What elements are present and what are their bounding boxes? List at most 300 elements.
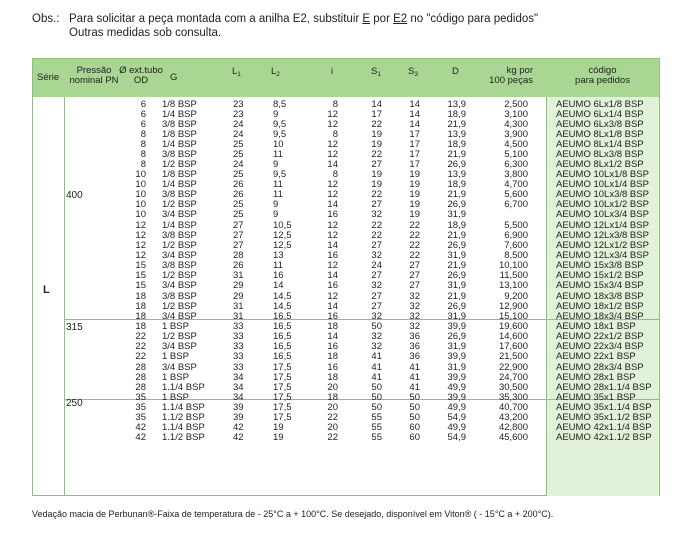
- cell-d: 39,9: [447, 351, 466, 362]
- cell-code: AEUMO 10Lx1/4 BSP: [556, 179, 649, 191]
- cell-l1: 39: [233, 412, 244, 424]
- cell-kg: 14,600: [498, 330, 528, 342]
- cell-d: 18,9: [447, 139, 466, 151]
- cell-od: 15: [135, 259, 146, 271]
- cell-kg: 7,600: [504, 239, 528, 251]
- pressure-group-label: 250: [66, 398, 83, 410]
- cell-kg: 8,500: [504, 249, 528, 261]
- cell-l1: 34: [233, 372, 244, 384]
- cell-l2: 17,5: [273, 372, 292, 384]
- cell-kg: 6,900: [504, 229, 528, 241]
- header-codigo-2: para pedidos: [575, 75, 630, 86]
- cell-od: 35: [135, 392, 146, 404]
- cell-g: 1.1/2 BSP: [162, 412, 205, 424]
- cell-d: 54,9: [447, 432, 466, 444]
- cell-i: 12: [327, 219, 338, 231]
- cell-od: 12: [135, 249, 146, 261]
- obs-label: Obs.:: [32, 13, 60, 25]
- cell-s1: 14: [371, 99, 382, 110]
- cell-l1: 34: [233, 382, 244, 394]
- cell-l1: 31: [233, 300, 244, 312]
- cell-od: 15: [135, 279, 146, 291]
- cell-l2: 11: [273, 179, 283, 191]
- cell-od: 12: [135, 219, 146, 231]
- cell-code: AEUMO 12Lx1/2 BSP: [556, 239, 649, 251]
- cell-s3: 41: [409, 372, 420, 384]
- cell-s1: 19: [371, 139, 382, 151]
- cell-s3: 36: [409, 351, 420, 362]
- cell-d: 18,9: [447, 179, 466, 191]
- cell-i: 20: [327, 402, 338, 414]
- cell-l2: 13: [273, 249, 284, 261]
- cell-s1: 41: [371, 362, 382, 373]
- cell-kg: 5,100: [504, 149, 528, 161]
- cell-s1: 27: [371, 199, 382, 211]
- cell-od: 22: [135, 341, 146, 352]
- cell-kg: 13,100: [498, 279, 528, 291]
- cell-code: AEUMO 6Lx1/8 BSP: [556, 99, 644, 110]
- cell-l2: 14,5: [273, 290, 292, 302]
- cell-l2: 11: [273, 189, 283, 201]
- cell-l1: 27: [233, 229, 244, 241]
- cell-od: 15: [135, 269, 146, 281]
- cell-s3: 27: [409, 269, 420, 281]
- cell-l1: 33: [233, 341, 244, 352]
- cell-g: 1/4 BSP: [162, 179, 197, 191]
- cell-i: 12: [327, 119, 338, 131]
- cell-l1: 42: [233, 432, 244, 444]
- cell-l2: 17,5: [273, 382, 292, 394]
- cell-g: 1.1/2 BSP: [162, 432, 205, 444]
- cell-d: 21,9: [447, 189, 466, 201]
- cell-l2: 10: [273, 139, 284, 151]
- cell-od: 22: [135, 330, 146, 342]
- cell-d: 21,9: [447, 259, 466, 271]
- cell-code: AEUMO 35x1.1/2 BSP: [556, 412, 652, 424]
- cell-kg: 3,100: [504, 109, 528, 120]
- cell-kg: 4,500: [504, 139, 528, 151]
- cell-s1: 27: [371, 300, 382, 312]
- cell-s3: 36: [409, 330, 420, 342]
- cell-code: AEUMO 42x1.1/4 BSP: [556, 422, 652, 434]
- cell-kg: 15,100: [498, 310, 528, 322]
- cell-l2: 14,5: [273, 300, 292, 312]
- cell-g: 3/4 BSP: [162, 341, 197, 352]
- cell-l1: 26: [233, 189, 244, 201]
- cell-code: AEUMO 35x1.1/4 BSP: [556, 402, 652, 414]
- cell-g: 1.1/4 BSP: [162, 422, 205, 434]
- cell-l1: 27: [233, 219, 244, 231]
- cell-kg: 2,500: [504, 99, 528, 110]
- cell-l1: 31: [233, 269, 244, 281]
- cell-d: 49,9: [447, 402, 466, 414]
- cell-g: 1.1/4 BSP: [162, 382, 205, 394]
- cell-l2: 17,5: [273, 362, 292, 373]
- cell-kg: 21,500: [498, 351, 528, 362]
- cell-i: 16: [327, 249, 338, 261]
- cell-g: 3/4 BSP: [162, 362, 197, 373]
- cell-s3: 19: [409, 179, 420, 191]
- serie-label: L: [43, 284, 50, 296]
- cell-code: AEUMO 22x1/2 BSP: [556, 330, 644, 342]
- header-kg-1: kg por: [506, 65, 533, 76]
- footer-note: Vedação macia de Perbunan®-Faixa de temperatura de - 25°C a + 100°C. Se desejado, disponível em Viton® ( - 15°C a + 200°C).: [32, 509, 554, 519]
- cell-s1: 32: [371, 310, 382, 322]
- cell-i: 12: [327, 290, 338, 302]
- cell-l2: 16,5: [273, 310, 292, 322]
- cell-kg: 40,700: [498, 402, 528, 414]
- cell-g: 1/8 BSP: [162, 129, 197, 141]
- cell-g: 3/8 BSP: [162, 149, 197, 161]
- cell-s3: 32: [409, 310, 420, 322]
- cell-kg: 9,200: [504, 290, 528, 302]
- cell-i: 14: [327, 269, 338, 281]
- header-serie: Série: [37, 72, 60, 83]
- cell-g: 1/4 BSP: [162, 219, 197, 231]
- cell-od: 6: [140, 99, 146, 110]
- cell-code: AEUMO 10Lx3/8 BSP: [556, 189, 649, 201]
- cell-s3: 22: [409, 229, 420, 241]
- cell-g: 1 BSP: [162, 320, 189, 332]
- cell-l2: 9: [273, 209, 279, 221]
- cell-s1: 50: [371, 402, 382, 414]
- cell-g: 1 BSP: [162, 392, 189, 404]
- cell-kg: 43,200: [498, 412, 528, 424]
- cell-i: 14: [327, 239, 338, 251]
- cell-i: 8: [332, 129, 338, 141]
- cell-s3: 14: [409, 119, 420, 131]
- cell-code: AEUMO 28x1.1/4 BSP: [556, 382, 652, 394]
- cell-d: 21,9: [447, 229, 466, 241]
- cell-l1: 25: [233, 149, 244, 161]
- cell-code: AEUMO 22x3/4 BSP: [556, 341, 644, 352]
- cell-code: AEUMO 22x1 BSP: [556, 351, 636, 362]
- cell-l2: 17,5: [273, 402, 292, 414]
- cell-s3: 22: [409, 239, 420, 251]
- cell-s1: 41: [371, 372, 382, 384]
- cell-kg: 10,100: [498, 259, 528, 271]
- cell-l1: 29: [233, 279, 244, 291]
- cell-od: 18: [135, 290, 146, 302]
- cell-d: 31,9: [447, 310, 466, 322]
- cell-d: 26,9: [447, 269, 466, 281]
- cell-l2: 14: [273, 279, 284, 291]
- cell-s1: 32: [371, 249, 382, 261]
- cell-g: 1/2 BSP: [162, 300, 197, 312]
- cell-code: AEUMO 6Lx3/8 BSP: [556, 119, 644, 131]
- cell-l2: 8,5: [273, 99, 287, 110]
- cell-od: 42: [135, 422, 146, 434]
- cell-code: AEUMO 8Lx1/8 BSP: [556, 129, 644, 141]
- cell-od: 12: [135, 229, 146, 241]
- cell-i: 20: [327, 382, 338, 394]
- cell-s1: 22: [371, 119, 382, 131]
- cell-g: 3/8 BSP: [162, 259, 197, 271]
- cell-code: AEUMO 28x3/4 BSP: [556, 362, 644, 373]
- cell-kg: 3,800: [504, 169, 528, 181]
- cell-s3: 32: [409, 300, 420, 312]
- cell-l1: 27: [233, 239, 244, 251]
- cell-l1: 39: [233, 402, 244, 414]
- cell-s1: 17: [371, 109, 382, 120]
- cell-d: 13,9: [447, 129, 466, 141]
- cell-i: 22: [327, 432, 338, 444]
- cell-od: 6: [140, 109, 146, 120]
- cell-code: AEUMO 28x1 BSP: [556, 372, 636, 384]
- pressure-group-label: 315: [66, 321, 83, 333]
- header-od-1: Ø ext.tubo: [119, 65, 163, 76]
- cell-d: 39,9: [447, 320, 466, 332]
- cell-s1: 50: [371, 392, 382, 404]
- cell-s3: 19: [409, 199, 420, 211]
- cell-i: 22: [327, 412, 338, 424]
- cell-l2: 9,5: [273, 169, 287, 181]
- cell-l2: 16,5: [273, 330, 292, 342]
- cell-s3: 36: [409, 341, 420, 352]
- header-pressao-2: nominal PN: [69, 75, 119, 86]
- cell-d: 26,9: [447, 199, 466, 211]
- cell-l2: 9: [273, 159, 279, 171]
- cell-l2: 16: [273, 269, 284, 281]
- cell-d: 31,9: [447, 362, 466, 373]
- cell-kg: 6,300: [504, 159, 528, 171]
- cell-s3: 22: [409, 219, 420, 231]
- cell-s1: 50: [371, 382, 382, 394]
- cell-code: AEUMO 35x1 BSP: [556, 392, 636, 404]
- cell-s1: 27: [371, 290, 382, 302]
- cell-s3: 19: [409, 189, 420, 201]
- cell-code: AEUMO 15x3/4 BSP: [556, 279, 644, 291]
- cell-s3: 41: [409, 382, 420, 394]
- cell-d: 31,9: [447, 341, 466, 352]
- cell-d: 21,9: [447, 119, 466, 131]
- cell-i: 18: [327, 392, 338, 404]
- cell-kg: 6,700: [504, 199, 528, 211]
- header-pressao-1: Pressão: [76, 65, 112, 76]
- cell-kg: 45,600: [498, 432, 528, 444]
- cell-s1: 22: [371, 219, 382, 231]
- cell-kg: 5,500: [504, 219, 528, 231]
- cell-l2: 16,5: [273, 320, 292, 332]
- cell-od: 18: [135, 310, 146, 322]
- cell-od: 10: [135, 209, 146, 221]
- cell-d: 13,9: [447, 99, 466, 110]
- header-g: G: [170, 72, 178, 83]
- cell-g: 1/2 BSP: [162, 199, 197, 211]
- cell-l1: 24: [233, 129, 244, 141]
- cell-od: 10: [135, 169, 146, 181]
- cell-s3: 27: [409, 259, 420, 271]
- header-i: i: [331, 66, 334, 77]
- cell-s1: 19: [371, 179, 382, 191]
- cell-l2: 16,5: [273, 351, 292, 362]
- cell-g: 3/4 BSP: [162, 279, 197, 291]
- cell-code: AEUMO 18x1/2 BSP: [556, 300, 644, 312]
- cell-l1: 23: [233, 99, 244, 110]
- cell-d: 54,9: [447, 412, 466, 424]
- cell-i: 12: [327, 179, 338, 191]
- cell-i: 16: [327, 279, 338, 291]
- cell-l1: 25: [233, 139, 244, 151]
- cell-i: 12: [327, 229, 338, 241]
- cell-l1: 23: [233, 109, 244, 120]
- cell-s1: 55: [371, 432, 382, 444]
- cell-s1: 55: [371, 412, 382, 424]
- cell-g: 3/4 BSP: [162, 249, 197, 261]
- cell-l1: 24: [233, 159, 244, 171]
- cell-od: 28: [135, 372, 146, 384]
- cell-s3: 60: [409, 432, 420, 444]
- cell-l2: 11: [273, 149, 283, 161]
- cell-kg: 4,700: [504, 179, 528, 191]
- cell-s1: 22: [371, 229, 382, 241]
- cell-g: 3/8 BSP: [162, 229, 197, 241]
- cell-i: 12: [327, 109, 338, 120]
- cell-l2: 11: [273, 259, 283, 271]
- cell-code: AEUMO 15x3/8 BSP: [556, 259, 644, 271]
- cell-l1: 26: [233, 179, 244, 191]
- cell-d: 49,9: [447, 422, 466, 434]
- cell-kg: 22,900: [498, 362, 528, 373]
- cell-l1: 42: [233, 422, 244, 434]
- cell-code: AEUMO 10Lx1/2 BSP: [556, 199, 649, 211]
- cell-s1: 50: [371, 320, 382, 332]
- cell-od: 28: [135, 382, 146, 394]
- cell-l1: 34: [233, 392, 244, 404]
- cell-od: 35: [135, 402, 146, 414]
- obs-text-1: Para solicitar a peça montada com a anilha E2, substituir: [69, 13, 363, 25]
- cell-d: 18,9: [447, 219, 466, 231]
- cell-l2: 17,5: [273, 392, 292, 404]
- cell-i: 16: [327, 362, 338, 373]
- cell-g: 1/2 BSP: [162, 330, 197, 342]
- cell-d: 49,9: [447, 382, 466, 394]
- cell-s1: 32: [371, 209, 382, 221]
- cell-s1: 22: [371, 149, 382, 161]
- cell-code: AEUMO 8Lx1/4 BSP: [556, 139, 644, 151]
- cell-i: 14: [327, 300, 338, 312]
- cell-s1: 22: [371, 189, 382, 201]
- serie-column-divider: [64, 97, 65, 496]
- cell-l1: 25: [233, 209, 244, 221]
- cell-s3: 32: [409, 320, 420, 332]
- cell-d: 26,9: [447, 239, 466, 251]
- obs-code-e2: E2: [393, 13, 408, 25]
- cell-kg: 5,600: [504, 189, 528, 201]
- cell-s1: 27: [371, 159, 382, 171]
- cell-od: 8: [140, 159, 146, 171]
- header-od-2: OD: [133, 75, 149, 86]
- cell-code: AEUMO 15x1/2 BSP: [556, 269, 644, 281]
- cell-l2: 16,5: [273, 341, 292, 352]
- cell-l2: 12,5: [273, 239, 292, 251]
- cell-i: 18: [327, 351, 338, 362]
- cell-s3: 50: [409, 402, 420, 414]
- cell-od: 42: [135, 432, 146, 444]
- cell-d: 26,9: [447, 330, 466, 342]
- cell-d: 21,9: [447, 290, 466, 302]
- cell-l1: 33: [233, 351, 244, 362]
- cell-d: 18,9: [447, 109, 466, 120]
- cell-kg: 4,300: [504, 119, 528, 131]
- cell-od: 8: [140, 149, 146, 161]
- cell-g: 1/2 BSP: [162, 159, 197, 171]
- cell-s3: 60: [409, 422, 420, 434]
- cell-s1: 55: [371, 422, 382, 434]
- cell-i: 16: [327, 310, 338, 322]
- cell-d: 21,9: [447, 149, 466, 161]
- cell-g: 1 BSP: [162, 372, 189, 384]
- cell-l1: 29: [233, 290, 244, 302]
- cell-kg: 24,700: [498, 372, 528, 384]
- cell-s3: 22: [409, 249, 420, 261]
- cell-od: 6: [140, 119, 146, 131]
- cell-od: 28: [135, 362, 146, 373]
- obs-code-e: E: [362, 13, 371, 25]
- cell-kg: 30,500: [498, 382, 528, 394]
- code-column-divider: [546, 97, 547, 496]
- cell-d: 26,9: [447, 300, 466, 312]
- cell-kg: 3,900: [504, 129, 528, 141]
- cell-kg: 19,600: [498, 320, 528, 332]
- header-l1: $L_1$: [232, 66, 241, 78]
- cell-g: 1/2 BSP: [162, 269, 197, 281]
- cell-i: 20: [327, 422, 338, 434]
- cell-l2: 12,5: [273, 229, 292, 241]
- cell-g: 3/8 BSP: [162, 189, 197, 201]
- cell-od: 10: [135, 179, 146, 191]
- cell-code: AEUMO 12Lx1/4 BSP: [556, 219, 649, 231]
- cell-od: 18: [135, 300, 146, 312]
- cell-s3: 27: [409, 279, 420, 291]
- cell-od: 10: [135, 199, 146, 211]
- cell-s3: 17: [409, 139, 420, 151]
- cell-od: 10: [135, 189, 146, 201]
- header-d: D: [452, 66, 459, 77]
- cell-s1: 24: [371, 259, 382, 271]
- cell-d: 39,9: [447, 372, 466, 384]
- cell-l2: 9: [273, 199, 279, 211]
- cell-kg: 12,900: [498, 300, 528, 312]
- header-kg-2: 100 peças: [489, 75, 533, 86]
- cell-d: 31,9: [447, 249, 466, 261]
- cell-l1: 33: [233, 362, 244, 373]
- cell-i: 16: [327, 341, 338, 352]
- obs-line-2: Outras medidas sob consulta.: [69, 27, 222, 39]
- cell-i: 14: [327, 199, 338, 211]
- cell-od: 8: [140, 129, 146, 141]
- cell-kg: 11,500: [499, 269, 528, 281]
- cell-d: 13,9: [447, 169, 466, 181]
- cell-s3: 17: [409, 129, 420, 141]
- cell-code: AEUMO 18x3/4 BSP: [556, 310, 644, 322]
- header-codigo-1: código: [588, 65, 617, 76]
- header-l2: $L_2$: [271, 66, 280, 78]
- cell-s1: 32: [371, 341, 382, 352]
- cell-g: 3/8 BSP: [162, 119, 197, 131]
- cell-s3: 41: [409, 362, 420, 373]
- cell-l1: 26: [233, 259, 244, 271]
- cell-g: 1/8 BSP: [162, 169, 197, 181]
- cell-l1: 33: [233, 330, 244, 342]
- cell-kg: 35,300: [498, 392, 528, 404]
- cell-l1: 28: [233, 249, 244, 261]
- cell-l1: 33: [233, 320, 244, 332]
- cell-l2: 9,5: [273, 129, 287, 141]
- cell-od: 22: [135, 351, 146, 362]
- cell-od: 8: [140, 139, 146, 151]
- cell-i: 18: [327, 372, 338, 384]
